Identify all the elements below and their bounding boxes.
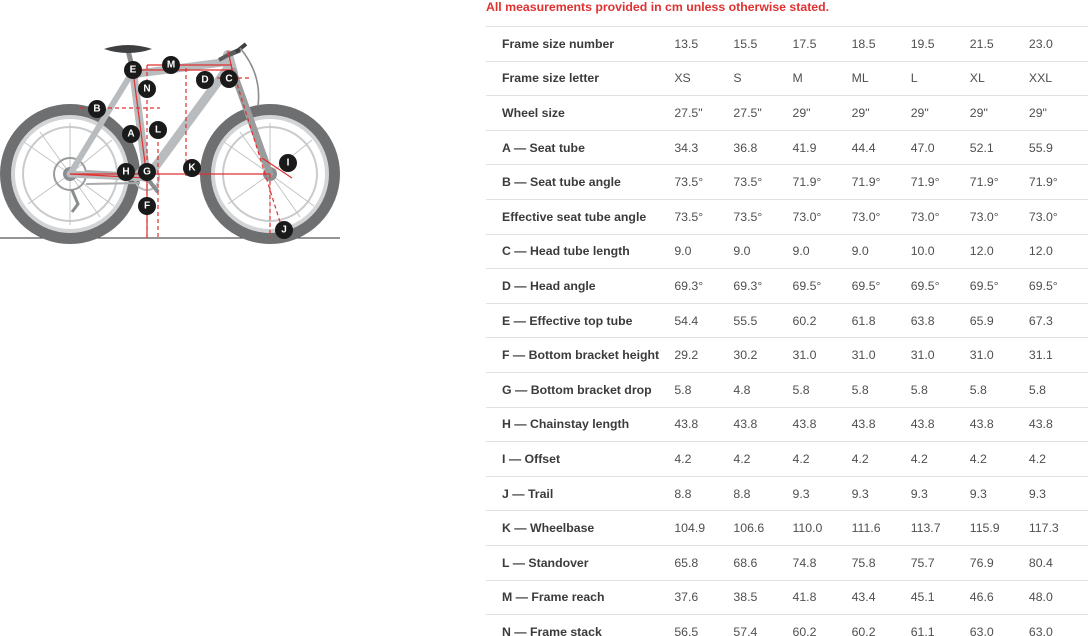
cell-value: XXL xyxy=(1028,71,1053,86)
cell-value: 80.4 xyxy=(1028,555,1053,570)
cell-value: 4.8 xyxy=(733,382,751,397)
cell-value: 65.9 xyxy=(969,313,994,328)
cell-value: 15.5 xyxy=(733,36,758,51)
cell-value: ML xyxy=(851,71,869,86)
cell-value: 63.8 xyxy=(910,313,935,328)
cell-value: 36.8 xyxy=(733,140,758,155)
cell-value: 48.0 xyxy=(1028,590,1053,605)
bike-geometry-diagram xyxy=(0,0,486,636)
cell-value: 19.5 xyxy=(910,36,935,51)
cell-value: 73.5° xyxy=(733,209,763,224)
geometry-table-pane xyxy=(486,0,1088,636)
cell-value: 43.8 xyxy=(792,417,817,432)
cell-value: 115.9 xyxy=(969,521,1000,536)
cell-value: 63.0 xyxy=(969,625,994,636)
table-row xyxy=(486,199,1088,234)
cell-value: 45.1 xyxy=(910,590,935,605)
svg-text:N: N xyxy=(143,83,151,95)
cell-value: 43.4 xyxy=(851,590,876,605)
svg-text:K: K xyxy=(188,162,196,174)
row-label: J — Trail xyxy=(502,486,554,501)
table-row xyxy=(486,442,1088,477)
cell-value: 8.8 xyxy=(674,486,692,501)
cell-value: 73.5° xyxy=(674,175,704,190)
cell-value: 57.4 xyxy=(733,625,758,636)
cell-value: 61.1 xyxy=(910,625,935,636)
bike-illustration xyxy=(0,8,486,268)
svg-text:A: A xyxy=(127,128,135,140)
cell-value: 29" xyxy=(910,105,929,120)
table-row xyxy=(486,96,1088,131)
cell-value: 43.8 xyxy=(674,417,699,432)
row-label: G — Bottom bracket drop xyxy=(502,382,652,397)
cell-value: 110.0 xyxy=(792,521,823,536)
cell-value: 71.9° xyxy=(1028,175,1058,190)
row-label: N — Frame stack xyxy=(502,625,602,636)
cell-value: 29" xyxy=(969,105,988,120)
cell-value: 54.4 xyxy=(674,313,699,328)
cell-value: 69.3° xyxy=(733,278,763,293)
cell-value: 12.0 xyxy=(1028,244,1053,259)
cell-value: 56.5 xyxy=(674,625,699,636)
cell-value: 73.0° xyxy=(851,209,881,224)
row-label: D — Head angle xyxy=(502,278,596,293)
cell-value: 73.0° xyxy=(1028,209,1058,224)
cell-value: 73.5° xyxy=(733,175,763,190)
svg-text:D: D xyxy=(201,74,209,86)
callout-N xyxy=(138,80,156,98)
callout-D xyxy=(196,71,214,89)
table-row xyxy=(486,476,1088,511)
row-label: Wheel size xyxy=(502,105,565,120)
cell-value: 71.9° xyxy=(792,175,822,190)
table-row xyxy=(486,234,1088,269)
cell-value: 76.9 xyxy=(969,555,994,570)
cell-value: 61.8 xyxy=(851,313,876,328)
cell-value: 29" xyxy=(851,105,870,120)
cell-value: 104.9 xyxy=(674,521,706,536)
cell-value: 44.4 xyxy=(851,140,876,155)
svg-text:C: C xyxy=(225,73,233,85)
table-row xyxy=(486,269,1088,304)
row-label: Effective seat tube angle xyxy=(502,209,647,224)
table-row xyxy=(486,580,1088,615)
cell-value: 67.3 xyxy=(1028,313,1053,328)
cell-value: 31.0 xyxy=(851,348,876,363)
table-row xyxy=(486,407,1088,442)
table-row xyxy=(486,61,1088,96)
cell-value: 9.0 xyxy=(851,244,869,259)
callout-A xyxy=(122,125,140,143)
cell-value: 9.3 xyxy=(910,486,928,501)
cell-value: 73.0° xyxy=(910,209,940,224)
cell-value: 113.7 xyxy=(910,521,941,536)
cell-value: 9.3 xyxy=(1028,486,1046,501)
cell-value: 69.5° xyxy=(1028,278,1058,293)
table-row xyxy=(486,303,1088,338)
cell-value: 69.5° xyxy=(851,278,881,293)
row-label: H — Chainstay length xyxy=(502,417,630,432)
callout-J xyxy=(275,221,293,239)
cell-value: 31.1 xyxy=(1028,348,1053,363)
cell-value: 34.3 xyxy=(674,140,699,155)
cell-value: 69.5° xyxy=(792,278,822,293)
cell-value: 9.0 xyxy=(733,244,751,259)
row-label: C — Head tube length xyxy=(502,244,630,259)
cell-value: 9.3 xyxy=(792,486,810,501)
svg-text:E: E xyxy=(129,64,137,76)
cell-value: 5.8 xyxy=(792,382,810,397)
cell-value: 71.9° xyxy=(851,175,881,190)
cell-value: 5.8 xyxy=(910,382,928,397)
cell-value: 4.2 xyxy=(851,451,869,466)
row-label: B — Seat tube angle xyxy=(502,175,621,190)
table-row xyxy=(486,130,1088,165)
cell-value: XS xyxy=(674,71,691,86)
row-label: M — Frame reach xyxy=(502,590,605,605)
table-row xyxy=(486,545,1088,580)
cell-value: 4.2 xyxy=(910,451,928,466)
cell-value: 74.8 xyxy=(792,555,817,570)
cell-value: 4.2 xyxy=(1028,451,1046,466)
callout-C xyxy=(220,70,238,88)
cell-value: 9.0 xyxy=(792,244,810,259)
svg-text:G: G xyxy=(143,166,151,178)
cell-value: 73.5° xyxy=(674,209,704,224)
cell-value: 69.3° xyxy=(674,278,704,293)
cell-value: 68.6 xyxy=(733,555,758,570)
cell-value: 4.2 xyxy=(792,451,810,466)
cell-value: 63.0 xyxy=(1028,625,1053,636)
cell-value: 60.2 xyxy=(792,625,817,636)
cell-value: 10.0 xyxy=(910,244,935,259)
cell-value: 71.9° xyxy=(910,175,940,190)
svg-text:L: L xyxy=(154,124,162,136)
callout-M xyxy=(162,56,180,74)
svg-text:F: F xyxy=(143,200,151,212)
cell-value: 23.0 xyxy=(1028,36,1053,51)
callout-I xyxy=(279,154,297,172)
cell-value: 71.9° xyxy=(969,175,999,190)
cell-value: 43.8 xyxy=(851,417,876,432)
cell-value: 38.5 xyxy=(733,590,758,605)
cell-value: 106.6 xyxy=(733,521,765,536)
row-label: K — Wheelbase xyxy=(502,521,595,536)
table-row xyxy=(486,511,1088,546)
cell-value: 5.8 xyxy=(1028,382,1046,397)
cell-value: 5.8 xyxy=(969,382,987,397)
callout-E xyxy=(124,61,142,79)
geometry-table xyxy=(486,26,1088,636)
row-label: L — Standover xyxy=(502,555,589,570)
cell-value: 43.8 xyxy=(910,417,935,432)
cell-value: M xyxy=(792,71,803,86)
cell-value: 55.9 xyxy=(1028,140,1053,155)
cell-value: 47.0 xyxy=(910,140,935,155)
cell-value: 69.5° xyxy=(910,278,940,293)
cell-value: 65.8 xyxy=(674,555,699,570)
cell-value: 12.0 xyxy=(969,244,994,259)
table-row xyxy=(486,338,1088,373)
svg-text:M: M xyxy=(166,59,176,71)
row-label: F — Bottom bracket height xyxy=(502,348,660,363)
table-row xyxy=(486,27,1088,62)
cell-value: 43.8 xyxy=(733,417,758,432)
cell-value: 17.5 xyxy=(792,36,817,51)
callout-L xyxy=(149,121,167,139)
cell-value: 46.6 xyxy=(969,590,994,605)
row-label: E — Effective top tube xyxy=(502,313,633,328)
cell-value: 27.5" xyxy=(674,105,703,120)
cell-value: 75.7 xyxy=(910,555,935,570)
cell-value: 5.8 xyxy=(674,382,692,397)
cell-value: 41.8 xyxy=(792,590,817,605)
cell-value: 13.5 xyxy=(674,36,699,51)
row-label: A — Seat tube xyxy=(502,140,585,155)
callout-F xyxy=(138,197,156,215)
row-label: I — Offset xyxy=(502,451,561,466)
cell-value: 60.2 xyxy=(792,313,817,328)
cell-value: 29.2 xyxy=(674,348,699,363)
callout-K xyxy=(183,159,201,177)
cell-value: 8.8 xyxy=(733,486,751,501)
callout-B xyxy=(88,100,106,118)
cell-value: S xyxy=(733,71,742,86)
cell-value: 31.0 xyxy=(792,348,817,363)
cell-value: 43.8 xyxy=(1028,417,1053,432)
row-label: Frame size letter xyxy=(502,71,600,86)
cell-value: L xyxy=(910,71,918,86)
cell-value: 29" xyxy=(1028,105,1047,120)
cell-value: 5.8 xyxy=(851,382,869,397)
table-row xyxy=(486,372,1088,407)
svg-text:J: J xyxy=(281,224,287,236)
cell-value: 41.9 xyxy=(792,140,817,155)
rear-derailleur xyxy=(72,190,78,212)
cell-value: 4.2 xyxy=(674,451,692,466)
cell-value: 9.0 xyxy=(674,244,692,259)
cell-value: 69.5° xyxy=(969,278,999,293)
row-label: Frame size number xyxy=(502,36,615,51)
cell-value: 52.1 xyxy=(969,140,994,155)
cell-value: 21.5 xyxy=(969,36,994,51)
cell-value: 31.0 xyxy=(910,348,935,363)
cell-value: 9.3 xyxy=(851,486,869,501)
cell-value: 75.8 xyxy=(851,555,876,570)
table-row xyxy=(486,165,1088,200)
table-row xyxy=(486,615,1088,636)
cell-value: 55.5 xyxy=(733,313,758,328)
cell-value: 18.5 xyxy=(851,36,876,51)
cell-value: 43.8 xyxy=(969,417,994,432)
cell-value: 29" xyxy=(792,105,811,120)
measurement-notice: All measurements provided in cm unless otherwise stated. xyxy=(486,0,830,14)
svg-text:H: H xyxy=(122,166,130,178)
cell-value: 73.0° xyxy=(969,209,999,224)
callout-G xyxy=(138,163,156,181)
cell-value: 9.3 xyxy=(969,486,987,501)
cell-value: 31.0 xyxy=(969,348,994,363)
chain-lower xyxy=(86,183,140,184)
cell-value: 4.2 xyxy=(969,451,987,466)
svg-text:B: B xyxy=(93,103,101,115)
saddle xyxy=(104,45,152,53)
cell-value: 4.2 xyxy=(733,451,751,466)
cell-value: 73.0° xyxy=(792,209,822,224)
cell-value: 30.2 xyxy=(733,348,758,363)
svg-text:I: I xyxy=(286,157,290,169)
cell-value: 117.3 xyxy=(1028,521,1059,536)
cell-value: 111.6 xyxy=(851,521,881,536)
cell-value: 37.6 xyxy=(674,590,699,605)
callout-H xyxy=(117,163,135,181)
cell-value: XL xyxy=(969,71,985,86)
cell-value: 27.5" xyxy=(733,105,762,120)
cell-value: 60.2 xyxy=(851,625,876,636)
